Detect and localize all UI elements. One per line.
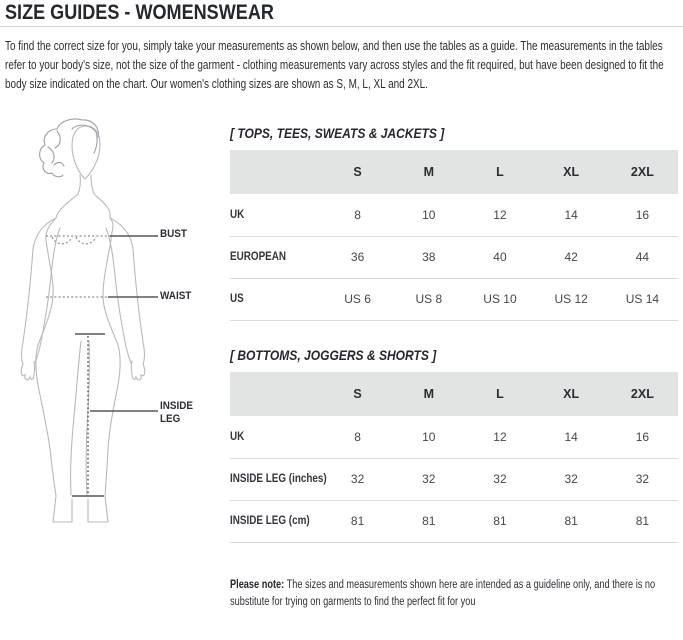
page-title <box>5 1 318 25</box>
row-label-text: UK <box>230 208 245 221</box>
row-label <box>230 500 322 542</box>
size-value-cell: 40 <box>464 236 535 278</box>
table-row <box>230 194 678 236</box>
inside-leg-label: INSIDE LEG <box>160 400 194 425</box>
table-row <box>230 500 678 542</box>
table-row <box>230 236 678 278</box>
size-header-row <box>230 372 678 416</box>
tops-table-heading-text: [ TOPS, TEES, SWEATS & JACKETS ] <box>230 125 445 141</box>
size-value-cell: 16 <box>607 416 678 458</box>
bottoms-table-heading <box>230 347 470 363</box>
row-label <box>230 416 322 458</box>
size-column-header: M <box>393 150 464 194</box>
table-row <box>230 458 678 500</box>
size-value-cell: 10 <box>393 194 464 236</box>
row-label-header <box>230 150 322 194</box>
row-label <box>230 458 327 500</box>
tops-table-heading <box>230 125 479 141</box>
page-title-text: SIZE GUIDES - WOMENSWEAR <box>5 1 274 24</box>
row-label <box>230 194 322 236</box>
size-column-header: L <box>464 150 535 194</box>
label-leader-lines <box>90 236 158 411</box>
row-label-text: INSIDE LEG (cm) <box>230 515 310 527</box>
size-value-cell: 81 <box>464 500 535 542</box>
size-value-cell: 12 <box>464 416 535 458</box>
size-value-cell: 36 <box>322 236 393 278</box>
size-value-cell: 44 <box>607 236 678 278</box>
size-column-header: S <box>322 372 393 416</box>
size-header-row <box>230 150 678 194</box>
row-label-text: EUROPEAN <box>230 251 287 263</box>
hair-detail <box>40 119 99 177</box>
size-value-cell: US 6 <box>322 278 393 320</box>
table-row <box>230 416 678 458</box>
size-value-cell: 81 <box>536 500 607 542</box>
row-label-text: US <box>230 293 244 305</box>
waist-label: WAIST <box>160 290 192 302</box>
row-label-text: UK <box>230 430 245 443</box>
size-value-cell: 32 <box>536 458 607 500</box>
size-value-cell: US 14 <box>607 278 678 320</box>
footer-note <box>230 577 683 611</box>
row-label-text: INSIDE LEG (inches) <box>230 473 327 485</box>
size-value-cell: 12 <box>464 194 535 236</box>
size-column-header: 2XL <box>607 150 678 194</box>
size-value-cell: 16 <box>607 194 678 236</box>
size-column-header: XL <box>536 150 607 194</box>
size-column-header: XL <box>536 372 607 416</box>
size-value-cell: 8 <box>322 194 393 236</box>
tops-size-table <box>230 150 678 321</box>
intro-paragraph: To find the correct size for you, simply take your measurements as shown below, and then use the tables as a guide. The measurements in the tables refer to your body's size, not the size of the garment - clothing measurements vary across styles and the fit required, but have been designed to fit the body size indicated on the chart. Our women's clothing sizes are shown as S, M, L, XL and 2XL. <box>5 39 664 91</box>
bottoms-table-heading-text: [ BOTTOMS, JOGGERS & SHORTS ] <box>230 347 437 363</box>
measure-solid-lines <box>72 334 105 496</box>
size-value-cell: US 10 <box>464 278 535 320</box>
table-row <box>230 278 678 320</box>
size-value-cell: 38 <box>393 236 464 278</box>
size-value-cell: 10 <box>393 416 464 458</box>
bust-label: BUST <box>160 228 187 240</box>
size-value-cell: 81 <box>607 500 678 542</box>
row-label <box>230 236 322 278</box>
size-value-cell: 32 <box>322 458 393 500</box>
size-value-cell: 14 <box>536 416 607 458</box>
size-value-cell: 81 <box>393 500 464 542</box>
size-column-header: 2XL <box>607 372 678 416</box>
footer-note-text: The sizes and measurements shown here are intended as a guideline only, and there is no substitute for trying on garments to find the perfect fit for you <box>230 579 656 608</box>
size-value-cell: 81 <box>322 500 393 542</box>
size-value-cell: 8 <box>322 416 393 458</box>
size-value-cell: US 12 <box>536 278 607 320</box>
woman-body-outline-illustration <box>10 115 225 580</box>
size-value-cell: 32 <box>393 458 464 500</box>
title-divider <box>0 26 683 27</box>
size-value-cell: 32 <box>464 458 535 500</box>
size-value-cell: 42 <box>536 236 607 278</box>
size-column-header: M <box>393 372 464 416</box>
size-column-header: L <box>464 372 535 416</box>
size-value-cell: US 8 <box>393 278 464 320</box>
bottoms-size-table <box>230 372 678 543</box>
row-label-header <box>230 372 322 416</box>
size-value-cell: 14 <box>536 194 607 236</box>
size-value-cell: 32 <box>607 458 678 500</box>
size-column-header: S <box>322 150 393 194</box>
row-label <box>230 278 322 320</box>
footer-note-label: Please note: <box>230 579 285 591</box>
body-measurement-diagram <box>10 115 225 580</box>
